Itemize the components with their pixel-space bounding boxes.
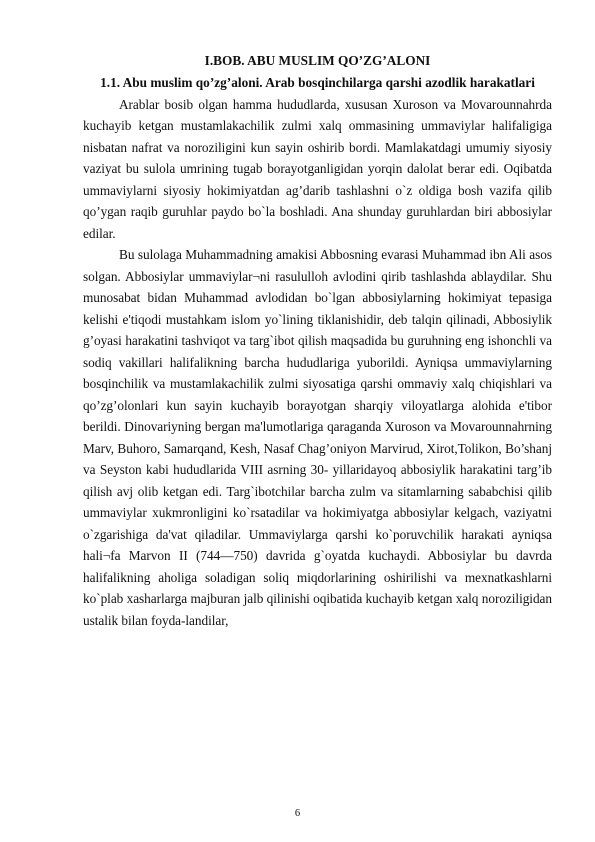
chapter-title: I.BOB. ABU MUSLIM QO’ZG’ALONI — [204, 53, 431, 68]
section-title: 1.1. Abu muslim qo’zg’aloni. Arab bosqinchilarga qarshi azodlik harakatlari — [100, 75, 535, 90]
paragraph-1: Arablar bosib olgan hamma hududlarda, xususan Xuroson va Movarounnahrda kuchayib ketgan mustamlakachilik zulmi xalq ommasining ummaviylar halifaligiga nisbatan nafrat va noroziligini kun sayin oshirib bordi. Mamlakatdagi umumiy siyosiy vaziyat bu sulola umrining tugab borayotganligidan yorqin dalolat berar edi. Oqibatda ummaviylarni siyosiy hokimiyatdan ag’darib tashlashni o`z oldiga bosh vazifa qilib qo’ygan raqib guruhlar paydo bo`la boshladi. Ana shunday guruhlardan biri abbosiylar edilar. — [83, 96, 552, 241]
paragraph-2: Bu sulolaga Muhammadning amakisi Abbosning evarasi Muhammad ibn Ali asos solgan. Abbosiylar ummaviylar¬ni rasululloh avlodini qirib tashlashda ablaydilar. Shu munosabat bidan Muhammad avlodidan bo`lgan abbosiylarning hokimiyat tepasiga kelishi e'tiqodi mustahkam islom yo`lining tiklanishidir, deb talqin qilinadi, Abbosiylik g’oyasi harakatini tashviqot va targ`ibot qilish maqsadida bu guruhning eng ishonchli va sodiq vakillari halifalikning barcha hududlariga yuborildi. Ayniqsa ummaviylarning bosqinchilik va mustamlakachilik zulmi siyosatiga qarshi ommaviy xalq chiqishlari va qo’zg’olonlari kun sayin kuchayib borayotgan sharqiy viloyatlarga alohida e'tibor berildi. Dinovariyning bergan ma'lumotlariga qaraganda Xuroson va Movarounnahrning Marv, Buhoro, Samarqand, Kesh, Nasaf Chag’oniyon Marvirud, Xirot,Tolikon, Bo’shanj va Seyston kabi hududlarida VIII asrning 30- yillaridayoq abbosiylik harakatini targ’ib qilish avj olib ketgan edi. Targ`ibotchilar barcha zulm va sitamlarning sababchisi qilib ummaviylar xukmronligini ko`rsatadilar va hokimiyatga abbosiylar kelgach, vaziyatni o`zgarishiga da'vat qiladilar. Ummaviylarga qarshi ko`poruvchilik harakati ayniqsa hali¬fa Marvon II (744—750) davrida g`oyatda kuchaydi. Abbosiylar bu davrda halifalikning aholiga soladigan soliq miqdorlarining oshirilishi va mexnatkashlarni ko`plab xasharlarga majburan jalb qilinishi oqibatida kuchayib ketgan xalq noroziligidan ustalik bilan foyda-landilar, — [83, 247, 552, 628]
page-number: 6 — [294, 808, 301, 819]
document-page — [83, 50, 552, 631]
